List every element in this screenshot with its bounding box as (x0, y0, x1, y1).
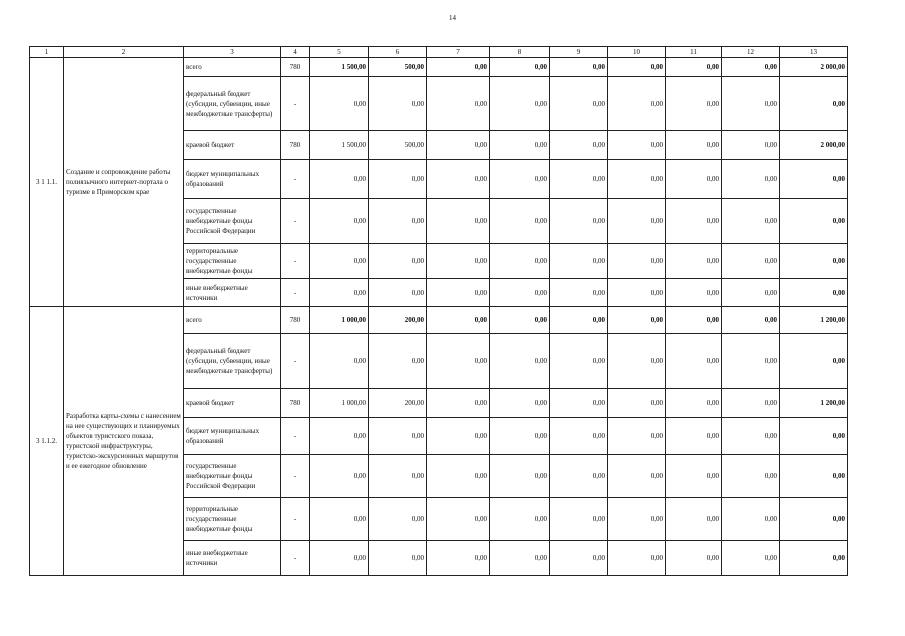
value-cell: 0,00 (722, 160, 780, 199)
funding-source: государственные внебюджетные фонды Российской Федерации (184, 455, 281, 498)
value-cell: 0,00 (369, 334, 427, 389)
value-cell: 0,00 (490, 77, 550, 131)
budget-code: - (281, 455, 310, 498)
value-cell: 0,00 (490, 279, 550, 307)
value-cell: 0,00 (427, 498, 490, 541)
value-cell: 0,00 (310, 244, 369, 279)
total-cell: 0,00 (780, 418, 848, 455)
value-cell: 0,00 (666, 58, 722, 77)
value-cell: 0,00 (608, 418, 666, 455)
value-cell: 0,00 (722, 58, 780, 77)
value-cell: 0,00 (310, 455, 369, 498)
value-cell: 0,00 (608, 58, 666, 77)
value-cell: 0,00 (550, 199, 608, 244)
total-cell: 0,00 (780, 455, 848, 498)
value-cell: 0,00 (310, 160, 369, 199)
value-cell: 0,00 (608, 160, 666, 199)
value-cell: 0,00 (490, 418, 550, 455)
value-cell: 200,00 (369, 307, 427, 334)
measure-name: Создание и сопровождение работы полиязычного интернет-портала о туризме в Приморском крае (64, 58, 184, 307)
value-cell: 0,00 (427, 418, 490, 455)
value-cell: 0,00 (608, 389, 666, 418)
value-cell: 0,00 (369, 418, 427, 455)
total-cell: 0,00 (780, 199, 848, 244)
value-cell: 0,00 (666, 244, 722, 279)
budget-code: 780 (281, 131, 310, 160)
value-cell: 0,00 (369, 199, 427, 244)
value-cell: 0,00 (550, 389, 608, 418)
value-cell: 0,00 (666, 334, 722, 389)
funding-source: федеральный бюджет (субсидии, субвенции, иные межбюджетные трансферты) (184, 77, 281, 131)
value-cell: 0,00 (550, 58, 608, 77)
value-cell: 0,00 (666, 498, 722, 541)
value-cell: 0,00 (550, 541, 608, 576)
value-cell: 0,00 (666, 279, 722, 307)
value-cell: 0,00 (427, 455, 490, 498)
header-cell: 9 (550, 47, 608, 58)
value-cell: 0,00 (608, 199, 666, 244)
header-cell: 13 (780, 47, 848, 58)
value-cell: 0,00 (369, 244, 427, 279)
total-cell: 0,00 (780, 244, 848, 279)
budget-code: - (281, 244, 310, 279)
value-cell: 0,00 (666, 541, 722, 576)
value-cell: 0,00 (427, 307, 490, 334)
funding-source: бюджет муниципальных образований (184, 160, 281, 199)
total-cell: 1 200,00 (780, 389, 848, 418)
value-cell: 0,00 (666, 199, 722, 244)
value-cell: 0,00 (427, 77, 490, 131)
budget-code: - (281, 498, 310, 541)
funding-source: государственные внебюджетные фонды Российской Федерации (184, 199, 281, 244)
header-cell: 7 (427, 47, 490, 58)
budget-code: - (281, 160, 310, 199)
value-cell: 0,00 (608, 455, 666, 498)
budget-code: 780 (281, 58, 310, 77)
value-cell: 0,00 (550, 498, 608, 541)
total-cell: 0,00 (780, 279, 848, 307)
funding-source: территориальные государственные внебюджетные фонды (184, 498, 281, 541)
value-cell: 0,00 (490, 541, 550, 576)
value-cell: 0,00 (608, 541, 666, 576)
value-cell: 1 500,00 (310, 58, 369, 77)
budget-code: - (281, 77, 310, 131)
value-cell: 0,00 (722, 279, 780, 307)
header-row (30, 47, 848, 58)
value-cell: 0,00 (722, 498, 780, 541)
value-cell: 0,00 (550, 334, 608, 389)
value-cell: 0,00 (490, 160, 550, 199)
value-cell: 500,00 (369, 131, 427, 160)
total-cell: 0,00 (780, 334, 848, 389)
budget-code: - (281, 541, 310, 576)
value-cell: 0,00 (310, 418, 369, 455)
value-cell: 0,00 (490, 498, 550, 541)
funding-source: иные внебюджетные источники (184, 279, 281, 307)
value-cell: 0,00 (608, 131, 666, 160)
value-cell: 0,00 (608, 244, 666, 279)
value-cell: 0,00 (369, 455, 427, 498)
value-cell: 0,00 (666, 160, 722, 199)
funding-source: бюджет муниципальных образований (184, 418, 281, 455)
value-cell: 0,00 (427, 279, 490, 307)
budget-code: - (281, 418, 310, 455)
total-cell: 2 000,00 (780, 131, 848, 160)
table-row (30, 307, 848, 334)
page-number: 14 (449, 14, 456, 22)
header-cell: 11 (666, 47, 722, 58)
measure-code: 3 1.1.2. (30, 307, 64, 576)
value-cell: 0,00 (310, 77, 369, 131)
value-cell: 0,00 (369, 279, 427, 307)
value-cell: 0,00 (427, 58, 490, 77)
header-cell: 6 (369, 47, 427, 58)
funding-source: иные внебюджетные источники (184, 541, 281, 576)
value-cell: 0,00 (550, 279, 608, 307)
value-cell: 0,00 (490, 199, 550, 244)
header-cell: 12 (722, 47, 780, 58)
value-cell: 1 500,00 (310, 131, 369, 160)
value-cell: 200,00 (369, 389, 427, 418)
value-cell: 0,00 (722, 418, 780, 455)
value-cell: 0,00 (722, 455, 780, 498)
value-cell: 0,00 (608, 498, 666, 541)
value-cell: 0,00 (722, 307, 780, 334)
value-cell: 0,00 (550, 160, 608, 199)
value-cell: 0,00 (550, 131, 608, 160)
value-cell: 0,00 (608, 334, 666, 389)
value-cell: 0,00 (310, 334, 369, 389)
funding-source: всего (184, 58, 281, 77)
value-cell: 0,00 (490, 455, 550, 498)
funding-source: федеральный бюджет (субсидии, субвенции, иные межбюджетные трансферты) (184, 334, 281, 389)
header-cell: 2 (64, 47, 184, 58)
value-cell: 0,00 (369, 541, 427, 576)
value-cell: 0,00 (369, 498, 427, 541)
value-cell: 0,00 (550, 244, 608, 279)
budget-code: - (281, 279, 310, 307)
value-cell: 0,00 (608, 279, 666, 307)
value-cell: 0,00 (427, 541, 490, 576)
value-cell: 0,00 (310, 498, 369, 541)
header-cell: 8 (490, 47, 550, 58)
value-cell: 0,00 (722, 131, 780, 160)
header-cell: 3 (184, 47, 281, 58)
header-cell: 5 (310, 47, 369, 58)
value-cell: 0,00 (666, 307, 722, 334)
value-cell: 0,00 (722, 77, 780, 131)
value-cell: 0,00 (490, 334, 550, 389)
value-cell: 0,00 (722, 334, 780, 389)
value-cell: 0,00 (722, 244, 780, 279)
value-cell: 0,00 (427, 244, 490, 279)
total-cell: 0,00 (780, 160, 848, 199)
value-cell: 0,00 (310, 199, 369, 244)
value-cell: 0,00 (369, 77, 427, 131)
total-cell: 1 200,00 (780, 307, 848, 334)
value-cell: 0,00 (608, 77, 666, 131)
value-cell: 0,00 (310, 279, 369, 307)
value-cell: 0,00 (490, 58, 550, 77)
header-cell: 1 (30, 47, 64, 58)
measure-name: Разработка карты-схемы с нанесением на нее существующих и планируемых объектов туристского показа, туристской инфраструктуры, туристско-экскурсионных маршрутов и ее ежегодное обновление (64, 307, 184, 576)
value-cell: 1 000,00 (310, 307, 369, 334)
value-cell: 0,00 (427, 160, 490, 199)
value-cell: 0,00 (550, 455, 608, 498)
budget-code: - (281, 199, 310, 244)
value-cell: 0,00 (310, 541, 369, 576)
total-cell: 0,00 (780, 77, 848, 131)
value-cell: 0,00 (722, 199, 780, 244)
measure-code: 3 1 1.1. (30, 58, 64, 307)
budget-code: 780 (281, 389, 310, 418)
value-cell: 0,00 (666, 77, 722, 131)
value-cell: 0,00 (427, 199, 490, 244)
funding-source: краевой бюджет (184, 389, 281, 418)
total-cell: 2 000,00 (780, 58, 848, 77)
value-cell: 0,00 (427, 334, 490, 389)
value-cell: 0,00 (490, 389, 550, 418)
total-cell: 0,00 (780, 498, 848, 541)
value-cell: 0,00 (550, 418, 608, 455)
value-cell: 0,00 (550, 307, 608, 334)
header-cell: 4 (281, 47, 310, 58)
value-cell: 0,00 (666, 418, 722, 455)
total-cell: 0,00 (780, 541, 848, 576)
value-cell: 0,00 (608, 307, 666, 334)
value-cell: 500,00 (369, 58, 427, 77)
header-cell: 10 (608, 47, 666, 58)
value-cell: 0,00 (550, 77, 608, 131)
value-cell: 0,00 (490, 131, 550, 160)
value-cell: 0,00 (369, 160, 427, 199)
funding-source: территориальные государственные внебюджетные фонды (184, 244, 281, 279)
value-cell: 0,00 (666, 131, 722, 160)
value-cell: 0,00 (666, 455, 722, 498)
value-cell: 1 000,00 (310, 389, 369, 418)
budget-code: - (281, 334, 310, 389)
funding-source: всего (184, 307, 281, 334)
value-cell: 0,00 (427, 131, 490, 160)
value-cell: 0,00 (722, 389, 780, 418)
value-cell: 0,00 (490, 244, 550, 279)
funding-source: краевой бюджет (184, 131, 281, 160)
budget-table (29, 46, 848, 576)
value-cell: 0,00 (427, 389, 490, 418)
table-row (30, 58, 848, 77)
budget-code: 780 (281, 307, 310, 334)
value-cell: 0,00 (722, 541, 780, 576)
value-cell: 0,00 (666, 389, 722, 418)
value-cell: 0,00 (490, 307, 550, 334)
